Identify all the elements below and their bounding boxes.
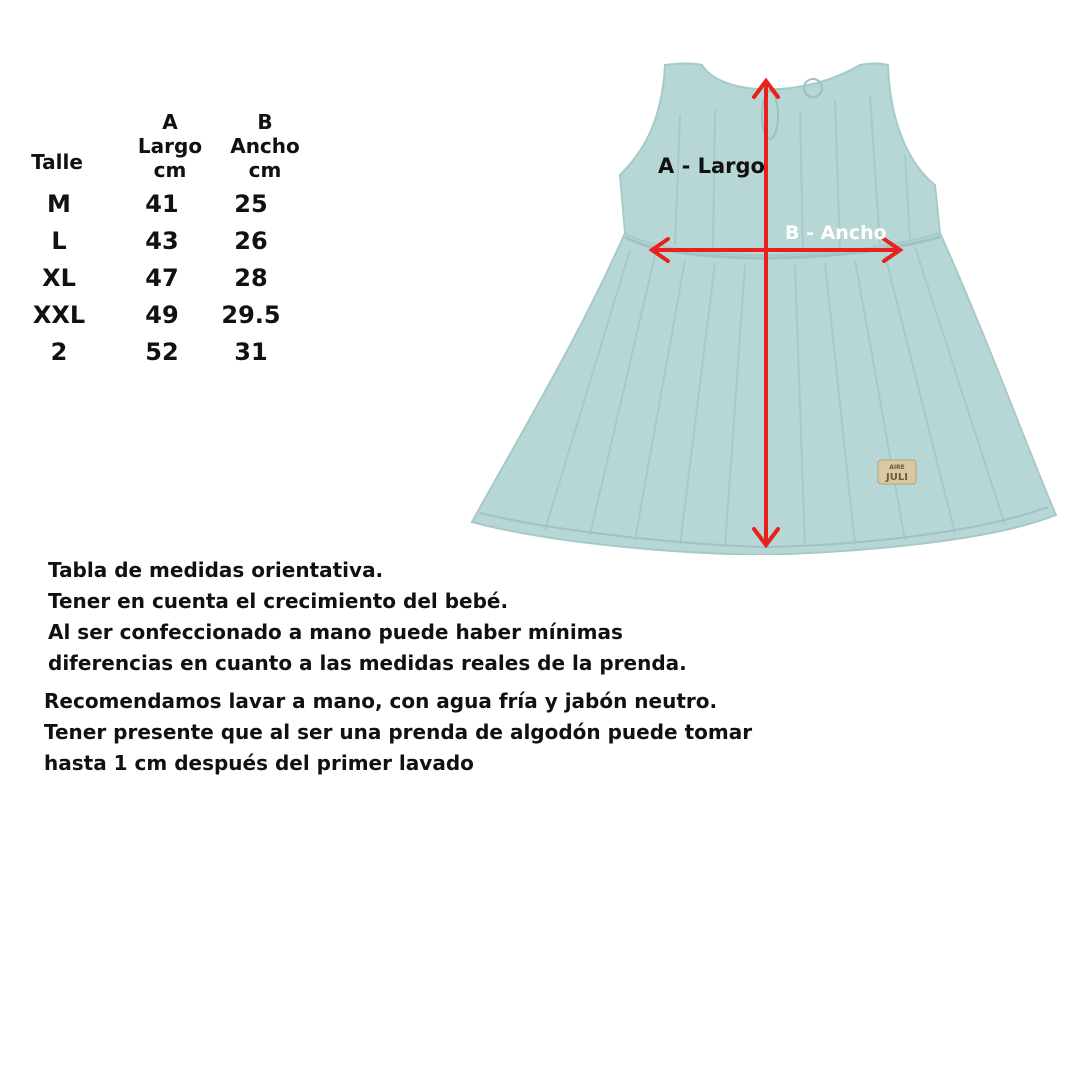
care-line: Tener presente que al ser una prenda de algodón puede tomar (44, 720, 753, 744)
care-line: Recomendamos lavar a mano, con agua fría y jabón neutro. (44, 689, 718, 713)
brand-tag-line2: JULI (886, 472, 908, 483)
largo-cell: 41 (145, 190, 179, 218)
column-a-header (125, 110, 215, 182)
column-b-unit: cm (248, 158, 282, 182)
size-cell: XL (42, 264, 76, 292)
ancho-cell: 28 (234, 264, 268, 292)
ancho-cell: 25 (234, 190, 268, 218)
size-cell: XXL (32, 301, 86, 329)
largo-label: A - Largo (658, 154, 765, 178)
dress-diagram (470, 55, 1060, 555)
ancho-cell: 29.5 (221, 301, 281, 329)
ancho-cell: 26 (234, 227, 268, 255)
brand-tag (878, 460, 916, 484)
largo-cell: 52 (145, 338, 179, 366)
column-a-letter: A (162, 110, 178, 134)
column-b-header (220, 110, 310, 182)
largo-cell: 49 (145, 301, 179, 329)
size-cell: 2 (50, 338, 68, 366)
note-line: Tener en cuenta el crecimiento del bebé. (48, 589, 509, 613)
ancho-cell: 31 (234, 338, 268, 366)
brand-tag-line1: AIRE (889, 464, 905, 471)
size-cell: M (47, 190, 71, 218)
largo-cell: 47 (145, 264, 179, 292)
note-line: diferencias en cuanto a las medidas reales de la prenda. (48, 651, 687, 675)
column-b-name: Ancho (230, 134, 300, 158)
column-a-unit: cm (153, 158, 187, 182)
largo-cell: 43 (145, 227, 179, 255)
note-line: Tabla de medidas orientativa. (48, 558, 384, 582)
measurement-notes (48, 555, 687, 679)
note-line: Al ser confeccionado a mano puede haber mínimas (48, 620, 623, 644)
column-a-name: Largo (137, 134, 203, 158)
size-cell: L (51, 227, 67, 255)
care-notes (44, 686, 752, 779)
column-b-letter: B (257, 110, 273, 134)
size-column-header: Talle (31, 150, 83, 174)
care-line: hasta 1 cm después del primer lavado (44, 751, 474, 775)
ancho-label: B - Ancho (785, 222, 887, 244)
